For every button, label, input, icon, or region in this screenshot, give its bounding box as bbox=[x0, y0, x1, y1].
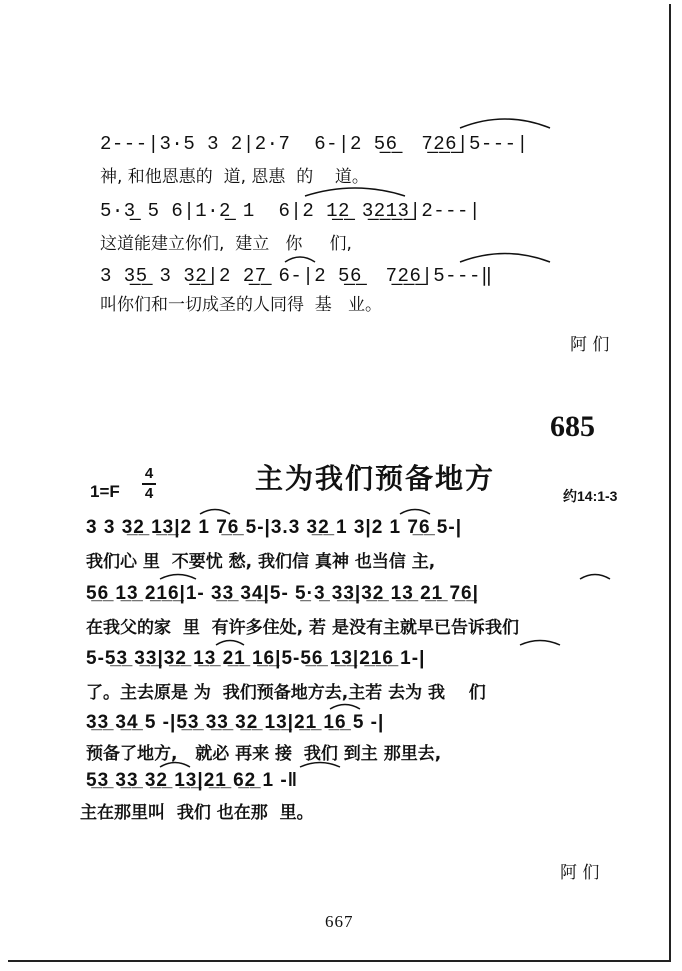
hymn-lyric-row-1: 我们心 里 不要忧 愁, 我们信 真神 也当信 主, bbox=[86, 552, 436, 572]
lyric-row-2: 这道能建立你们, 建立 你 们, bbox=[100, 234, 352, 254]
time-signature-bottom: 4 bbox=[144, 485, 154, 502]
hymn-lyric-row-3: 了。主去原是 为 我们预备地方去,主若 去为 我 们 bbox=[86, 683, 486, 703]
hymn-lyric-row-5: 主在那里叫 我们 也在那 里。 bbox=[80, 803, 314, 823]
hymn-title: 主为我们预备地方 bbox=[255, 462, 496, 495]
amen-bottom: 阿 们 bbox=[560, 863, 600, 883]
hymn-lyric-row-2: 在我父的家 里 有许多住处, 若 是没有主就早已告诉我们 bbox=[86, 618, 519, 638]
time-signature bbox=[142, 466, 156, 502]
lyric-row-3: 叫你们和一切成圣的人同得 基 业。 bbox=[100, 295, 383, 315]
page-number: 667 bbox=[325, 912, 354, 931]
hymn-notation-row-3: 5-5̲3̲ 3̲3̲|3̲2̲ 1̲3̲ 2̲1̲ 1̲6̲|5-5̲6̲ 1̲3̲|2̲1̲6̲ 1-| bbox=[86, 648, 426, 669]
notation-row-1: 2---|3·5 3 2|2·7 6-|2 5̲6̲ 7̲2̲6̲|5---| bbox=[100, 133, 529, 155]
notation-row-2: 5·3̲ 5 6|1·2̲ 1 6|2 1̲2̲ 3̲2̲1̲3̲|2---| bbox=[100, 200, 481, 222]
lyric-row-1: 神, 和他恩惠的 道, 恩惠 的 道。 bbox=[100, 167, 369, 187]
hymn-lyric-row-4: 预备了地方, 就必 再来 接 我们 到主 那里去, bbox=[86, 744, 442, 764]
hymn-notation-row-4: 3̲3̲ 3̲4̲ 5 -|5̲3̲ 3̲3̲ 3̲2̲ 1̲3̲|2̲1̲ 1̲6̲ 5 -| bbox=[86, 712, 385, 733]
scripture-reference: 约14:1-3 bbox=[563, 488, 618, 504]
hymn-notation-row-2: 5̲6̲ 1̲3̲ 2̲1̲6̲|1- 3̲3̲ 3̲4̲|5- 5̲·3̲ 3̲3̲|3̲2̲ 1̲3̲ 2̲1̲ 7̲6̲| bbox=[86, 583, 479, 604]
time-signature-top: 4 bbox=[144, 465, 154, 482]
key-signature: 1=F bbox=[90, 482, 120, 501]
hymn-notation-row-5: 5̲3̲ 3̲3̲ 3̲2̲ 1̲3̲|2̲1̲ 6̲2̲ 1 -‖ bbox=[86, 770, 299, 791]
hymn-number: 685 bbox=[550, 410, 595, 443]
hymn-notation-row-1: 3 3 3̲2̲ 1̲3̲|2 1 7̲6̲ 5-|3.3 3̲2̲ 1 3|2 1 7̲6̲ 5-| bbox=[86, 517, 463, 538]
amen-top: 阿 们 bbox=[570, 335, 610, 355]
notation-row-3: 3 3̲5̲ 3 3̲2̲|2 2̲7̲ 6-|2 5̲6̲ 7̲2̲6̲|5---‖ bbox=[100, 265, 493, 287]
